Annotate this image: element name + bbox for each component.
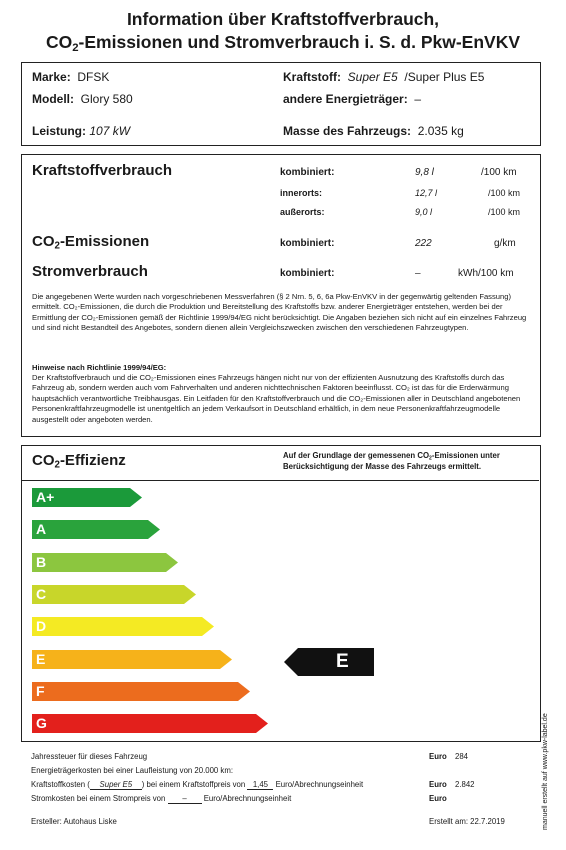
innerorts-value: 12,7 l [415,188,438,198]
hinweise-text: Der Kraftstoffverbrauch und die CO₂-Emissionen eines Fahrzeugs hängen nicht nur von der effizienten Ausnutzung des Kraftstoffs durch das Fahrzeug ab, sondern werden auch vom Fahrverhalten und anderen nichttechnischen Faktoren beeinflusst. CO₂ ist das für die Erderwärmung hauptsächlich verantwortliche Treibhausgas. Ein Leitfaden für den Kraftstoffverbrauch und die CO₂-Emissionen aller in Deutschland angebotenen Personenkraftfahrzeugmodelle ist unentgeltlich an jedem Verkaufsort in Deutschland erhältlich, in dem neue Personenkraftfahrzeugmodelle ausgestellt oder angeboten werden. [32,373,521,424]
kombiniert-value: 9,8 l [415,167,434,178]
stromverbrauch-heading: Stromverbrauch [32,263,148,280]
stromkosten-currency: Euro [429,794,447,803]
efficiency-class-label: F [36,682,45,699]
page-subtitle: $CO_2$-Emissionen und Stromverbrauch i. S. d. Pkw-EnVKV [45,32,521,54]
efficiency-class-f [32,682,250,701]
efficiency-class-c [32,585,196,604]
modell-row: Modell: Glory 580 [32,92,133,106]
efficiency-class-label: A+ [36,489,55,505]
erstellt-am: Erstellt am: 22.7.2019 [429,817,505,826]
strom-value: – [415,268,421,279]
rating-label: E [336,651,349,672]
efficiency-class-label: C [36,585,47,602]
kraftstoffverbrauch-heading: Kraftstoffverbrauch [32,162,173,179]
ersteller: Ersteller: Autohaus Liske [31,817,117,826]
efficiency-class-label: D [36,618,47,635]
kraftstoff-row: Kraftstoff: Super E5 /Super Plus E5 [283,70,485,84]
ausserorts-label: außerorts: [280,207,325,217]
efficiency-class-label: E [36,650,46,667]
ausserorts-unit: /100 km [488,207,521,217]
steuer-currency: Euro [429,752,447,761]
co2-value: 222 [415,238,432,249]
measurement-note: Die angegebenen Werte wurden nach vorgeschriebenen Messverfahren (§ 2 Nrn. 5, 6, 6a Pkw-EnVKV in der gegenwärtig geltenden Fassung) ermittelt. CO₂-Emissionen, die durch die Produktion und Bereitstellung des Kraftstoffs bzw. anderer Energieträger entstehen, werden bei der Ermittlung der CO₂-Emissionen gemäß der Richtlinie 1999/94/EG nicht berücksichtigt. Die Angaben beziehen sich nicht auf ein einzelnes Fahrzeug und sind nicht Bestandteil des Angebotes, sondern dienen allein Vergleichszwecken zwischen den verschiedenen Fahrzeugtypen. [32,292,527,333]
page-title: Information über Kraftstoffverbrauch, [126,9,440,29]
costs-section [21,742,541,832]
efficiency-class-d [32,617,214,636]
kraftstoffkosten-row: Kraftstoffkosten ( Super E5 ) bei einem Kraftstoffpreis von 1,45 Euro/Abrechnungseinheit [31,780,364,789]
kombiniert-label: kombiniert: [280,167,335,178]
hinweise-heading: Hinweise nach Richtlinie 1999/94/EG: [32,363,167,372]
efficiency-note-line2: Berücksichtigung der Masse des Fahrzeugs ermittelt. [283,462,482,471]
stromkosten-row: Stromkosten bei einem Strompreis von – Euro/Abrechnungseinheit [31,794,292,803]
rating-marker [284,648,374,681]
leistung-row: Leistung: 107 kW [32,124,131,138]
strom-unit: kWh/100 km [458,268,514,279]
consumption-box [21,154,541,437]
marke-row: Marke: DFSK [32,70,110,84]
efficiency-class-label: B [36,553,47,570]
innerorts-label: innerorts: [280,188,323,198]
innerorts-unit: /100 km [488,188,521,198]
efficiency-class-a-plus [32,488,142,507]
masse-row: Masse des Fahrzeugs: 2.035 kg [283,124,464,138]
ausserorts-value: 9,0 l [415,207,433,217]
efficiency-class-e [32,650,232,669]
efficiency-class-label: A [36,521,47,538]
efficiency-heading: $CO_2$-Effizienz [32,452,126,471]
efficiency-box [21,445,541,742]
vehicle-box [21,62,541,146]
efficiency-class-label: G [36,715,47,732]
kraftstoffkosten-currency: Euro [429,780,447,789]
co2-unit: g/km [494,238,516,249]
rating-arrow-icon [284,648,374,676]
co2-emissionen-heading: $CO_2$-Emissionen [32,233,150,252]
efficiency-note-line1: Auf der Grundlage der gemessenen $CO_2$-Emissionen unter [283,451,500,462]
steuer-label: Jahressteuer für dieses Fahrzeug [31,752,148,761]
side-note: manuell erstellt auf www.pkw-label.de [542,713,549,830]
efficiency-class-g [32,714,268,733]
energie-row: andere Energieträger: – [283,92,422,106]
energiekosten-label: Energieträgerkosten bei einer Laufleistung von 20.000 km: [31,766,233,775]
kraftstoffkosten-value: 2.842 [455,780,475,789]
strom-kombiniert-label: kombiniert: [280,268,335,279]
steuer-value: 284 [455,752,469,761]
efficiency-class-b [32,553,178,572]
kombiniert-unit: /100 km [481,167,517,178]
efficiency-class-a [32,520,160,539]
co2-kombiniert-label: kombiniert: [280,238,335,249]
